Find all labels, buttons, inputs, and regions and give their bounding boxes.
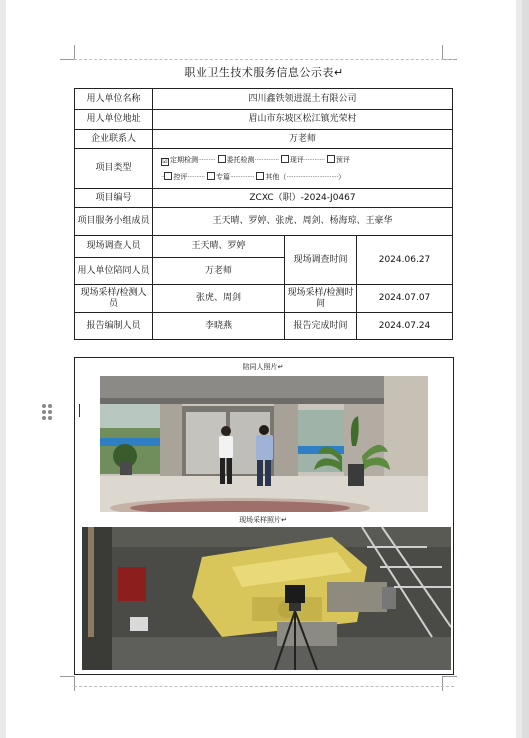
crop-mark-bottom-left	[60, 676, 75, 691]
survey-time-label: 现场调查时间	[285, 236, 357, 285]
accompany-value: 万老师	[153, 258, 285, 285]
checkbox-current-eval[interactable]: 现评	[281, 156, 304, 164]
survey-staff-label: 现场调查人员	[75, 236, 153, 258]
page-title: 职业卫生技术服务信息公示表↵	[184, 66, 344, 79]
table-row	[75, 236, 453, 258]
survey-time-value: 2024.06.27	[357, 236, 453, 285]
vertical-scrollbar[interactable]	[522, 0, 529, 738]
table-row	[75, 313, 453, 340]
sampling-photo	[82, 527, 451, 670]
sampling-photo-drawing	[82, 527, 451, 670]
checkbox-special-chapter[interactable]: 专篇	[207, 173, 230, 181]
project-type-label: 项目类型	[75, 149, 153, 189]
table-row	[75, 130, 453, 149]
project-type-options	[153, 149, 453, 189]
report-staff-value: 李晓燕	[153, 313, 285, 340]
survey-staff-value: 王天晴、罗婷	[153, 236, 285, 258]
checkbox-control-eval[interactable]: 控评	[164, 173, 187, 181]
accompany-photo	[100, 376, 428, 512]
sampling-time-label: 现场采样/检测时间	[285, 285, 357, 313]
table-row	[75, 89, 453, 110]
accompany-photo-caption: 陪同人照片↵	[242, 363, 284, 371]
project-type-line-1: ☑ 定期检测·········· 委托检测·············· 现评············ 预评	[162, 155, 350, 165]
checkbox-other[interactable]: 其他（	[256, 173, 286, 181]
checkbox-periodic[interactable]: ☑ 定期检测	[162, 155, 198, 165]
sampling-time-value: 2024.07.07	[357, 285, 453, 313]
project-no-label: 项目编号	[75, 189, 153, 208]
header-guide-line	[74, 59, 454, 60]
table-row	[75, 110, 453, 130]
table-row	[75, 208, 453, 236]
crop-mark-top-left	[60, 45, 75, 60]
sampling-staff-label: 现场采样/检测人员	[75, 285, 153, 313]
team-value: 王天晴、罗婷、张虎、周剑、杨海琼、王豪华	[153, 208, 453, 236]
table-row	[75, 285, 453, 313]
employer-address-label: 用人单位地址	[75, 110, 153, 130]
report-time-label: 报告完成时间	[285, 313, 357, 340]
project-no-value: ZCXC（职）-2024-J0467	[153, 189, 453, 208]
report-staff-label: 报告编制人员	[75, 313, 153, 340]
sampling-staff-value: 张虎、周剑	[153, 285, 285, 313]
sampling-photo-caption: 现场采样照片↵	[239, 516, 287, 524]
table-row	[75, 149, 453, 189]
table-row	[75, 189, 453, 208]
checkbox-pre-eval[interactable]: 预评	[327, 156, 350, 164]
accompany-photo-drawing	[100, 376, 428, 512]
crop-mark-top-right	[442, 45, 457, 60]
employer-name-value: 四川鑫铁领进混土有限公司	[153, 89, 453, 110]
footer-guide-line	[74, 686, 454, 687]
contact-label: 企业联系人	[75, 130, 153, 149]
report-time-value: 2024.07.24	[357, 313, 453, 340]
contact-value: 万老师	[153, 130, 453, 149]
team-label: 项目服务小组成员	[75, 208, 153, 236]
checkbox-commissioned[interactable]: 委托检测	[218, 156, 255, 164]
project-type-line-2: ·· 控评·········· 专篇·············· 其他（······························）	[161, 172, 346, 181]
info-table	[74, 88, 453, 340]
employer-name-label: 用人单位名称	[75, 89, 153, 110]
employer-address-value: 眉山市东坡区松江镇光荣村	[153, 110, 453, 130]
crop-mark-bottom-right	[442, 676, 457, 691]
accompany-label: 用人单位陪同人员	[75, 258, 153, 285]
